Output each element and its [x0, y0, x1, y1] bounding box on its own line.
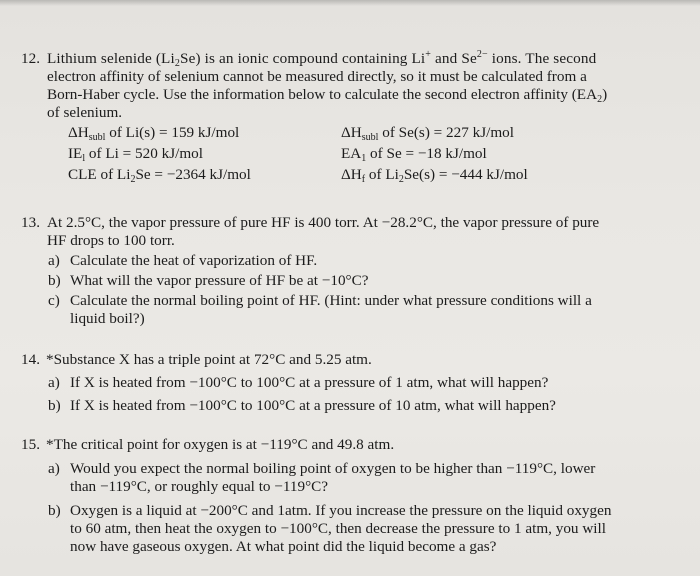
- part-label: b): [48, 502, 61, 519]
- part-label: c): [48, 292, 60, 309]
- part-text: Oxygen is a liquid at −200°C and 1atm. If you increase the pressure on the liquid oxygen: [70, 502, 612, 519]
- part-text: Calculate the normal boiling point of HF. (Hint: under what pressure conditions will a: [70, 292, 592, 309]
- part-text: now have gaseous oxygen. At what point did the liquid become a gas?: [70, 538, 497, 555]
- part-label: b): [48, 272, 61, 289]
- page-edge-shadow: [0, 0, 700, 6]
- given-value: $\Delta H_{subl}$ of Se(s) = 227 kJ/mol: [341, 124, 514, 143]
- question-number: 12.: [21, 50, 40, 67]
- part-label: b): [48, 397, 61, 414]
- part-text: than −119°C, or roughly equal to −119°C?: [70, 478, 329, 495]
- given-value: $EA_1$ of Se = −18 kJ/mol: [341, 145, 487, 164]
- part-label: a): [48, 374, 60, 391]
- part-label: a): [48, 460, 60, 477]
- part-text: to 60 atm, then heat the oxygen to −100°C, then decrease the pressure to 1 atm, you will: [70, 520, 606, 537]
- question-number: 14.: [21, 351, 40, 368]
- given-value: $\Delta H_{subl}$ of Li(s) = 159 kJ/mol: [68, 124, 240, 143]
- part-label: a): [48, 252, 60, 269]
- part-text: Would you expect the normal boiling point of oxygen to be higher than −119°C, lower: [70, 460, 596, 477]
- question-text-line: *Substance X has a triple point at 72°C and 5.25 atm.: [46, 351, 372, 368]
- part-text: If X is heated from −100°C to 100°C at a pressure of 10 atm, what will happen?: [70, 397, 556, 414]
- question-text-line: electron affinity of selenium cannot be measured directly, so it must be calculated from a: [47, 68, 587, 85]
- given-value: $\Delta H_f$ of $Li_2Se(s) = -444$ kJ/mol: [341, 166, 528, 185]
- part-text: Calculate the heat of vaporization of HF.: [70, 252, 318, 269]
- question-text-line: of selenium.: [47, 104, 123, 121]
- given-value: CLE of $Li_2Se = -2364$ kJ/mol: [68, 166, 251, 185]
- part-text: If X is heated from −100°C to 100°C at a pressure of 1 atm, what will happen?: [70, 374, 549, 391]
- question-text-line: Born-Haber cycle. Use the information below to calculate the second electron affinity $(EA_2)$: [47, 86, 608, 105]
- part-text: What will the vapor pressure of HF be at −10°C?: [70, 272, 369, 289]
- question-number: 15.: [21, 436, 40, 453]
- question-text-line: *The critical point for oxygen is at −119°C and 49.8 atm.: [46, 436, 395, 453]
- question-text-line: HF drops to 100 torr.: [47, 232, 175, 249]
- part-text: liquid boil?): [70, 310, 145, 327]
- question-number: 13.: [21, 214, 40, 231]
- question-text-line: Lithium selenide $(Li_2Se)$ is an ionic compound containing Li+ and $Se^{2-}$ ions. The second: [47, 49, 597, 69]
- given-value: $IE_l$ of Li = 520 kJ/mol: [68, 145, 203, 164]
- question-text-line: At 2.5°C, the vapor pressure of pure HF is 400 torr. At −28.2°C, the vapor pressure of pure: [47, 214, 600, 231]
